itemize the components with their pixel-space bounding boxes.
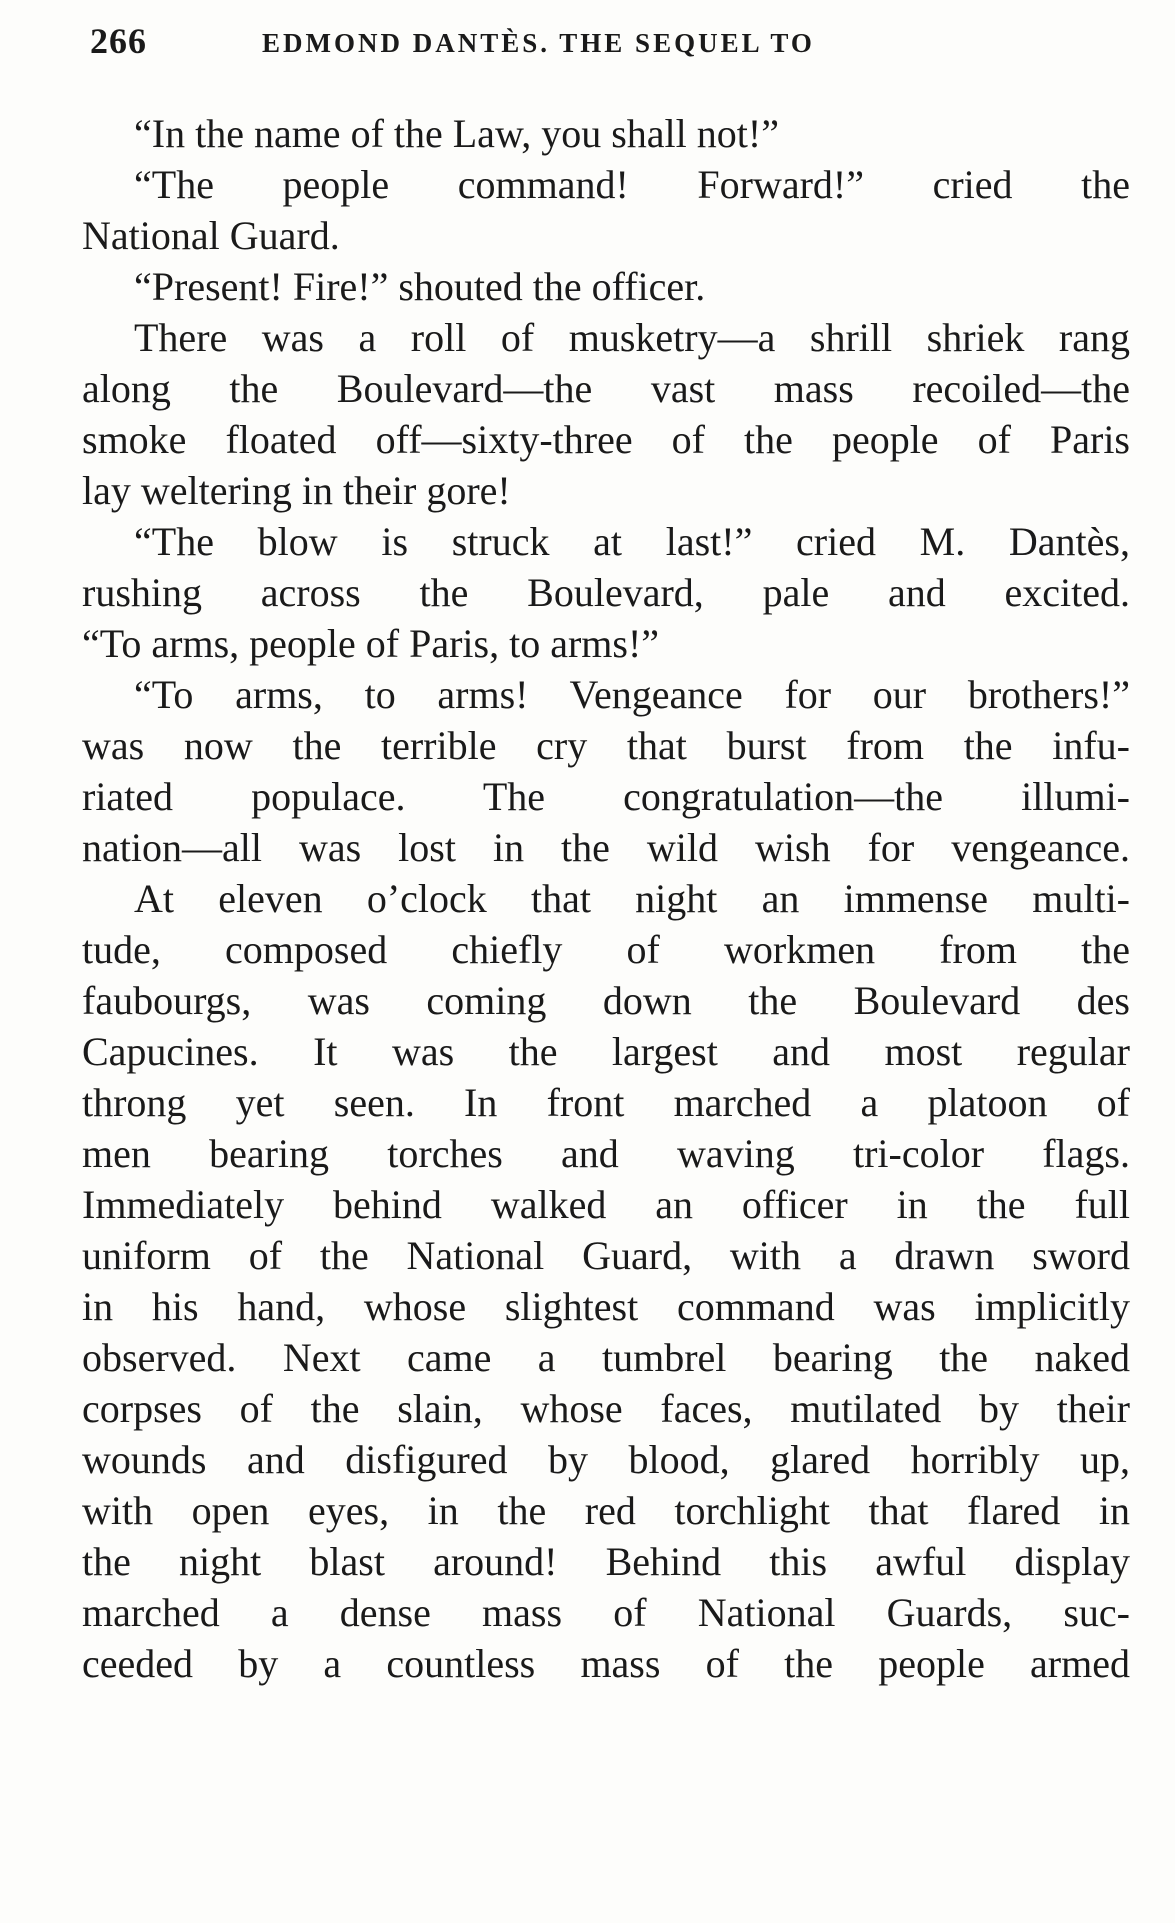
text-line: was now the terrible cry that burst from the infu- — [82, 723, 1130, 768]
text-line: riated populace. The congratulation—the illumi- — [82, 774, 1130, 819]
text-line: At eleven o’clock that night an immense multi- — [134, 876, 1130, 921]
text-line: corpses of the slain, whose faces, mutilated by their — [82, 1386, 1130, 1431]
text-line: rushing across the Boulevard, pale and excited. — [82, 570, 1130, 615]
text-line: Capucines. It was the largest and most regular — [82, 1029, 1130, 1074]
text-line: “To arms, people of Paris, to arms!” — [82, 621, 660, 666]
text-line: tude, composed chiefly of workmen from the — [82, 927, 1130, 972]
text-line: marched a dense mass of National Guards, suc- — [82, 1590, 1130, 1635]
text-line: the night blast around! Behind this awful display — [82, 1539, 1130, 1584]
text-line: “Present! Fire!” shouted the officer. — [134, 264, 706, 309]
running-head: EDMOND DANTÈS. THE SEQUEL TO — [262, 28, 815, 58]
text-line: “In the name of the Law, you shall not!” — [134, 111, 779, 156]
text-line: National Guard. — [82, 213, 340, 258]
text-line: faubourgs, was coming down the Boulevard des — [82, 978, 1130, 1023]
text-line: ceeded by a countless mass of the people armed — [82, 1641, 1130, 1686]
page-header — [90, 20, 1100, 68]
text-line: “The people command! Forward!” cried the — [134, 162, 1130, 207]
text-line: lay weltering in their gore! — [82, 468, 511, 513]
text-line: observed. Next came a tumbrel bearing the naked — [82, 1335, 1130, 1380]
text-line: There was a roll of musketry—a shrill shriek rang — [134, 315, 1130, 360]
text-line: throng yet seen. In front marched a platoon of — [82, 1080, 1130, 1125]
text-line: with open eyes, in the red torchlight that flared in — [82, 1488, 1130, 1533]
text-line: in his hand, whose slightest command was implicitly — [82, 1284, 1130, 1329]
body-text — [82, 108, 1130, 1689]
text-line: uniform of the National Guard, with a drawn sword — [82, 1233, 1130, 1278]
text-line: “The blow is struck at last!” cried M. Dantès, — [134, 519, 1130, 564]
text-line: smoke floated off—sixty-three of the people of Paris — [82, 417, 1130, 462]
text-line: men bearing torches and waving tri-color flags. — [82, 1131, 1130, 1176]
text-line: Immediately behind walked an officer in the full — [82, 1182, 1130, 1227]
text-line: along the Boulevard—the vast mass recoiled—the — [82, 366, 1130, 411]
page-number: 266 — [90, 21, 147, 61]
text-line: nation—all was lost in the wild wish for vengeance. — [82, 825, 1130, 870]
text-line: wounds and disfigured by blood, glared horribly up, — [82, 1437, 1130, 1482]
text-line: “To arms, to arms! Vengeance for our brothers!” — [134, 672, 1130, 717]
